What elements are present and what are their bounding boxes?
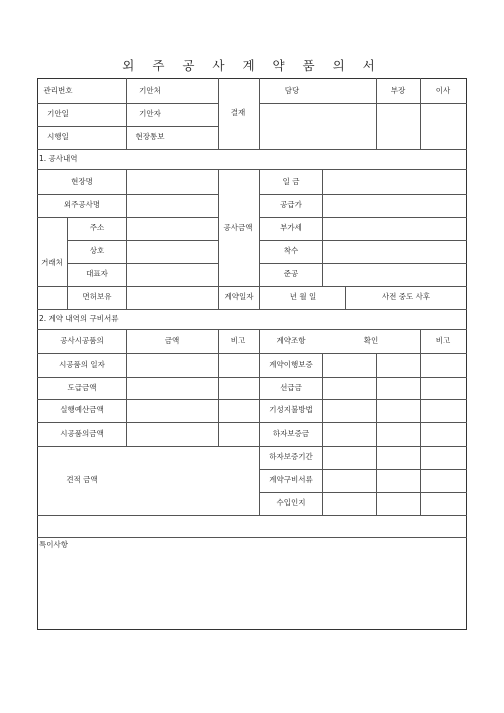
mgmt-no-field[interactable] <box>127 79 218 103</box>
grid-line <box>420 78 421 149</box>
remarks-label: 특이사항 <box>39 540 68 549</box>
estimate-label: 견적 금액 <box>66 475 98 484</box>
grid-line <box>376 353 377 515</box>
section2-heading: 2. 계약 내역의 구비서류 <box>39 314 119 323</box>
grid-line <box>37 103 218 104</box>
row-left-1: 시공품의 일자 <box>59 360 105 369</box>
start-label: 착수 <box>283 246 299 255</box>
grid-line <box>37 329 467 330</box>
grid-line <box>37 286 467 287</box>
grid-line <box>67 263 218 264</box>
grid-line <box>37 149 467 150</box>
grid-line <box>259 286 260 309</box>
grid-line <box>345 286 346 309</box>
supply-price-label: 공급가 <box>280 200 302 209</box>
grid-line <box>67 240 218 241</box>
row-right-3: 기성지불방법 <box>269 405 313 414</box>
remarks-field[interactable] <box>38 538 466 629</box>
row-left-4: 시공품의금액 <box>60 429 104 438</box>
grid-line <box>37 353 467 354</box>
draft-date-label: 기안일 <box>47 109 69 118</box>
grid-line <box>376 78 377 149</box>
row-left-2: 도급금액 <box>67 383 97 392</box>
contract-date-parts: 년 월 일 <box>289 292 317 301</box>
vat-label: 부가세 <box>280 223 302 232</box>
row-right-6: 계약구비서류 <box>269 475 313 484</box>
grid-line <box>37 515 467 516</box>
row-right-7: 수입인지 <box>276 498 306 507</box>
grid-line <box>259 240 467 241</box>
col-check-header: 확인 <box>363 336 379 345</box>
document-title: 외 주 공 사 계 약 품 의 서 <box>122 58 382 73</box>
grid-line <box>259 194 467 195</box>
drafter-label: 기안자 <box>139 109 161 118</box>
contract-date-label: 계약일자 <box>224 292 254 301</box>
row-right-4: 하자보증금 <box>272 429 310 438</box>
grid-line <box>259 78 260 149</box>
col-item-header: 공사시공품의 <box>60 336 104 345</box>
grid-line <box>37 217 67 218</box>
grid-line <box>259 263 467 264</box>
grid-line <box>259 103 467 104</box>
grid-line <box>126 217 127 309</box>
sum-label: 일 금 <box>282 177 300 186</box>
grid-line <box>37 194 218 195</box>
col-terms-header: 계약조항 <box>276 336 306 345</box>
section1-heading: 1. 공사내역 <box>39 154 78 163</box>
amount-label: 공사금액 <box>223 223 253 232</box>
in-charge-label: 담당 <box>284 86 300 95</box>
completion-label: 준공 <box>283 269 299 278</box>
grid-line <box>218 329 219 446</box>
ceo-label: 대표자 <box>86 269 108 278</box>
approval-label: 결재 <box>230 108 246 117</box>
site-name-field[interactable] <box>127 170 218 194</box>
mgmt-no-label: 관리번호 <box>43 86 73 95</box>
grid-line <box>218 169 219 309</box>
contractor-label: 거래처 <box>41 258 63 267</box>
director-label: 이사 <box>435 86 451 95</box>
work-name-label: 외주공사명 <box>63 200 101 209</box>
exec-date-label: 시행일 <box>47 132 69 141</box>
grid-line <box>322 353 323 515</box>
grid-line <box>37 422 467 423</box>
grid-line <box>259 492 467 493</box>
grid-line <box>37 377 467 378</box>
grid-line <box>37 399 467 400</box>
row-right-2: 선급금 <box>280 383 302 392</box>
grid-line <box>67 217 68 309</box>
col-amount-header: 금액 <box>164 336 180 345</box>
license-label: 면허보유 <box>82 292 112 301</box>
row-left-3: 실행예산금액 <box>60 405 104 414</box>
grid-line <box>126 329 127 446</box>
company-label: 상호 <box>89 246 105 255</box>
site-notice-label: 현장통보 <box>135 132 165 141</box>
dept-head-label: 부장 <box>390 86 406 95</box>
col-note2-header: 비고 <box>435 336 451 345</box>
address-label: 주소 <box>89 223 105 232</box>
grid-line <box>259 217 467 218</box>
sum-field[interactable] <box>323 170 466 194</box>
row-right-1: 계약이행보증 <box>269 360 313 369</box>
grid-line <box>259 469 467 470</box>
prior-mid-post-label: 사전 중도 사후 <box>381 292 431 301</box>
grid-line <box>37 446 467 447</box>
grid-line <box>218 78 219 149</box>
grid-line <box>37 126 218 127</box>
drafter-dept-label: 기안처 <box>139 86 161 95</box>
col-note-header: 비고 <box>230 336 246 345</box>
site-name-label: 현장명 <box>71 177 93 186</box>
row-right-5: 하자보증기간 <box>269 452 313 461</box>
grid-line <box>259 329 260 515</box>
grid-line <box>259 169 260 286</box>
grid-line <box>37 309 467 310</box>
grid-line <box>67 217 218 218</box>
grid-line <box>420 329 421 515</box>
